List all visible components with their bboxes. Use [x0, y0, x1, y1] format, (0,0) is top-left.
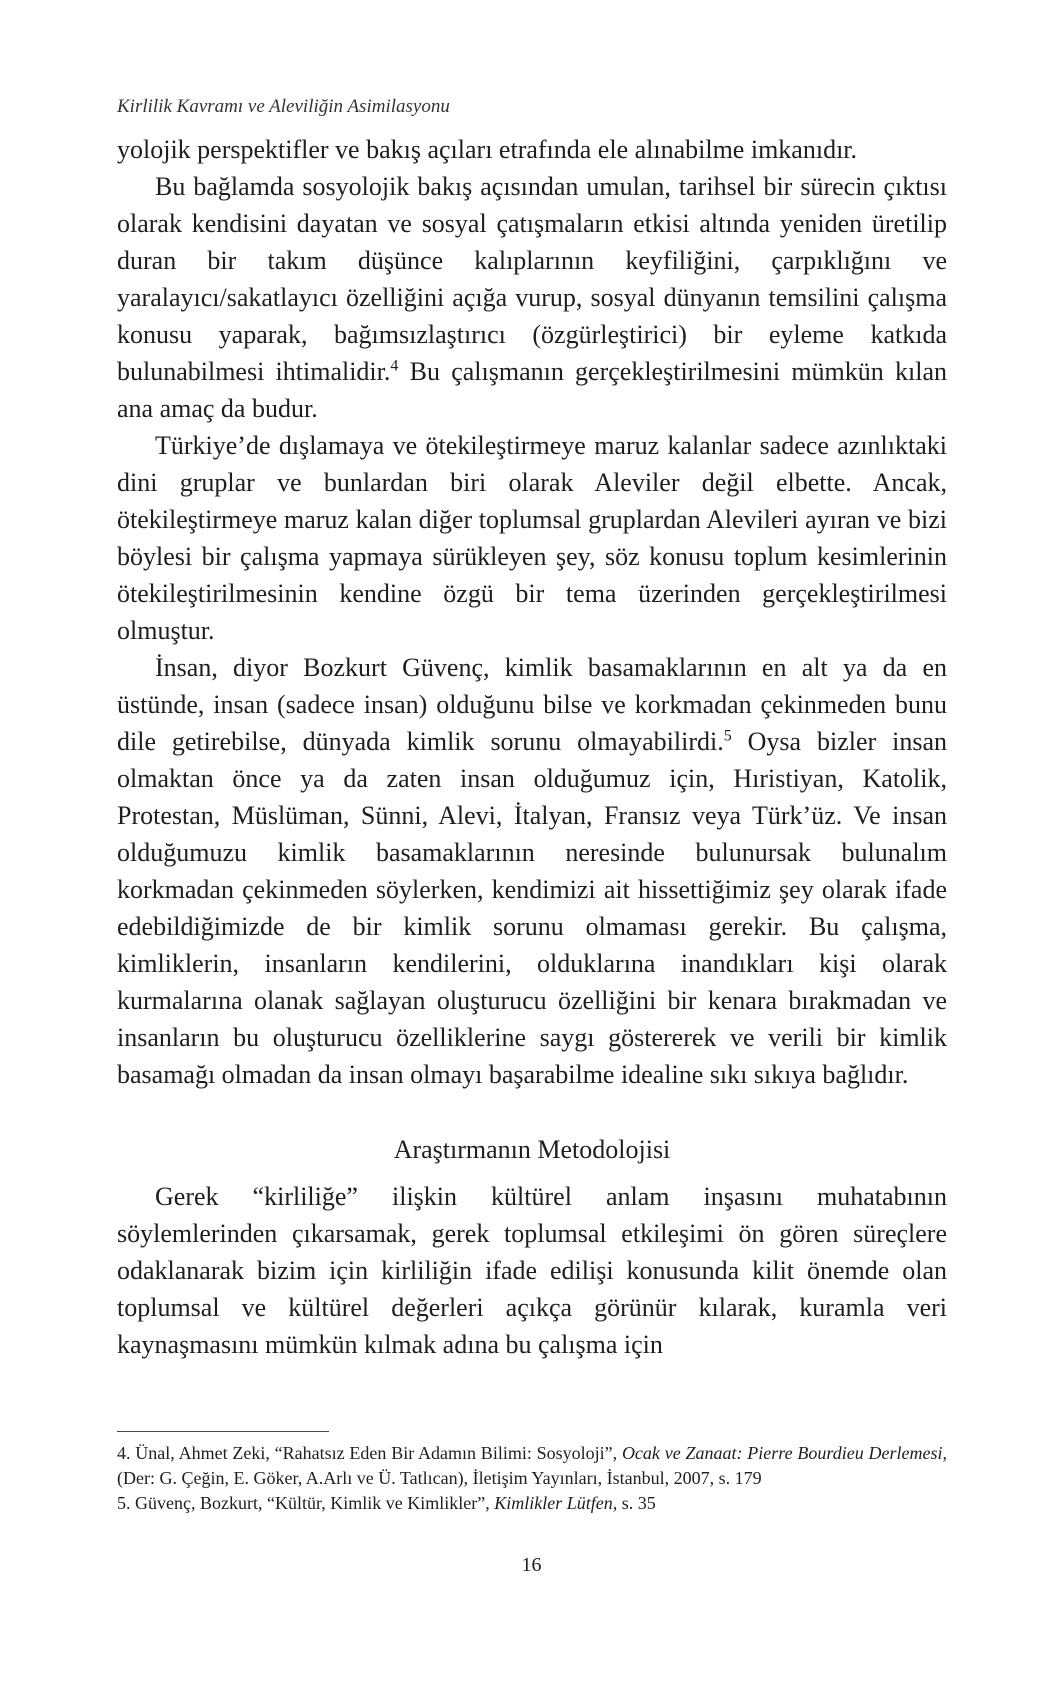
body-text: [117, 131, 947, 1363]
footnote-5: [117, 1491, 947, 1516]
paragraph: Türkiye’de dışlamaya ve ötekileştirmeye maruz kalanlar sadece azınlıktaki dini gruplar ve bunlardan biri olarak Aleviler değil elbette. Ancak, ötekileştirmeye maruz kalan diğer toplumsal gruplardan Alevileri ayıran ve bizi böylesi bir çalışma yapmaya sürükleyen şey, söz konusu toplum kesimlerinin ötekileştirilmesinin kendine özgü bir tema üzerinden gerçekleştirilmesi olmuştur.: [117, 431, 947, 645]
paragraph-text: Bu çalışmanın gerçekleştirilmesini mümkün kılan ana amaç da budur.: [117, 357, 948, 423]
paragraph-continuation: yolojik perspektifler ve bakış açıları etrafında ele alınabilme imkanıdır.: [117, 135, 858, 164]
paragraph: [117, 649, 947, 1093]
footnote-title: Ocak ve Zanaat: Pierre Bourdieu Derlemesi,: [621, 1443, 948, 1463]
page-number: 16: [521, 1554, 542, 1576]
section-heading: Araştırmanın Metodolojisi: [393, 1135, 671, 1164]
footnote-4: [117, 1441, 947, 1491]
paragraph: Gerek “kirliliğe” ilişkin kültürel anlam inşasını muhatabının söylemlerinden çıkarsamak, gerek toplumsal etkileşimi ön gören süreçlere odaklanarak bizim için kirliliğin ifade edilişi konusunda kilit önemde olan toplumsal ve kültürel değerleri açıkça görünür kılarak, kuramla veri kaynaşmasını mümkün kılmak adına bu çalışma için: [117, 1182, 947, 1359]
paragraph-text: Bu bağlamda sosyolojik bakış açısından umulan, tarihsel bir sürecin çıktısı olarak kendisini dayatan ve sosyal çatışmaların etkisi altında yeniden üretilip duran bir takım düşünce kalıplarının keyfiliğini, çarpıklığını ve yaralayıcı/sakatlayıcı özelliğini açığa vurup, sosyal dünyanın temsilini çalışma konusu yaparak, bağımsızlaştırıcı (özgürleştirici) bir eyleme katkıda bulunabilmesi ihtimalidir.: [117, 172, 947, 386]
footnote-text: s. 35: [617, 1493, 656, 1513]
footnote-ref[interactable]: 5: [723, 727, 732, 745]
footnote-title: Kimlikler Lütfen,: [494, 1493, 618, 1513]
footnotes: [117, 1441, 947, 1516]
footnote-text: (Der: G. Çeğin, E. Göker, A.Arlı ve Ü. Tatlıcan), İletişim Yayınları, İstanbul, 2007, s. 179: [117, 1468, 762, 1488]
footnote-text: 4. Ünal, Ahmet Zeki, “Rahatsız Eden Bir Adamın Bilimi: Sosyoloji”,: [117, 1443, 622, 1463]
paragraph: [117, 168, 947, 427]
paragraph-text: İnsan, diyor Bozkurt Güvenç, kimlik basamaklarının en alt ya da en üstünde, insan (sadece insan) olduğunu bilse ve korkmadan çekinmeden bunu dile getirebilse, dünyada kimlik sorunu olmayabilirdi.: [117, 653, 947, 756]
running-header: Kirlilik Kavramı ve Aleviliğin Asimilasyonu: [117, 96, 450, 117]
footnote-divider: [117, 1431, 329, 1432]
paragraph-text: Oysa bizler insan olmaktan önce ya da zaten insan olduğumuz için, Hıristiyan, Katolik, Protestan, Müslüman, Sünni, Alevi, İtalyan, Fransız veya Türk’üz. Ve insan olduğumuzu kimlik basamaklarının neresinde bulunursak bulunalım korkmadan çekinmeden söylerken, kendimizi ait hissettiğimiz şey olarak ifade edebildiğimizde de bir kimlik sorunu olmaması gerekir. Bu çalışma, kimliklerin, insanların kendilerini, olduklarına inandıkları kişi olarak kurmalarına olanak sağlayan oluşturucu özelliğini bir kenara bırakmadan ve insanların bu oluşturucu özelliklerine saygı göstererek ve verili bir kimlik basamağı olmadan da insan olmayı başarabilme idealine sıkı sıkıya bağlıdır.: [117, 727, 947, 1089]
footnote-ref[interactable]: 4: [390, 357, 399, 375]
footnote-text: 5. Güvenç, Bozkurt, “Kültür, Kimlik ve Kimlikler”,: [117, 1493, 495, 1513]
